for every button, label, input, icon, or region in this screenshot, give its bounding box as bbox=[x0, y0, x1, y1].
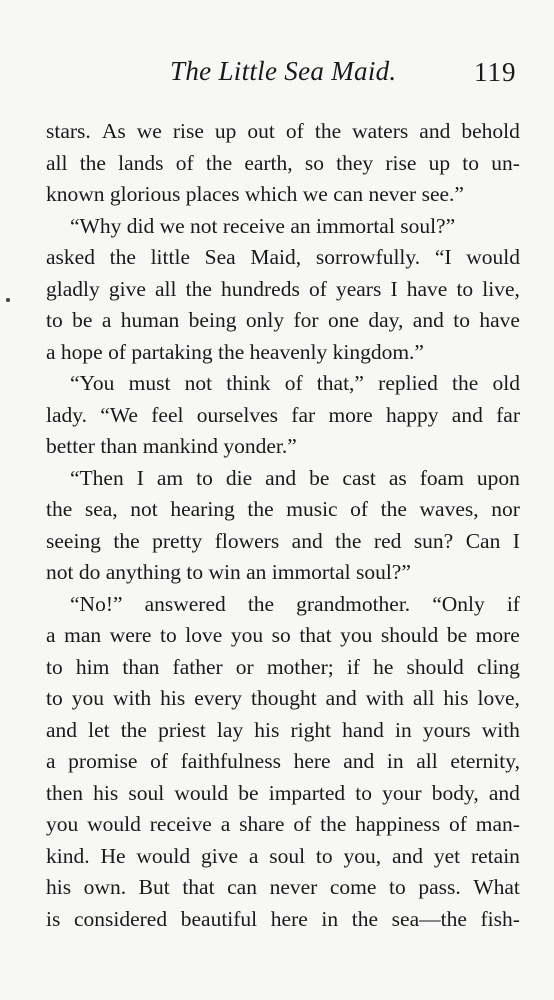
text-line bbox=[46, 400, 520, 432]
word: his bbox=[46, 875, 72, 899]
word: think bbox=[226, 371, 271, 395]
word: can bbox=[333, 182, 369, 206]
word: for bbox=[293, 308, 319, 332]
word: being bbox=[188, 308, 237, 332]
word: every bbox=[194, 686, 242, 710]
word: and bbox=[419, 119, 451, 143]
word: the bbox=[335, 528, 362, 553]
word: all bbox=[46, 150, 68, 175]
word: which bbox=[244, 182, 303, 206]
word: considered bbox=[73, 906, 168, 931]
word: be bbox=[446, 623, 468, 647]
word: live, bbox=[482, 276, 520, 301]
word: far bbox=[496, 402, 520, 427]
word: grandmother. bbox=[296, 591, 411, 616]
word: heavenly bbox=[249, 339, 333, 364]
word: the bbox=[185, 276, 212, 301]
word: more bbox=[328, 402, 373, 427]
word: asked bbox=[46, 245, 95, 269]
word: should bbox=[380, 623, 439, 647]
text-line bbox=[46, 148, 520, 180]
word: hand bbox=[342, 717, 384, 742]
word: his bbox=[160, 686, 186, 710]
word: of bbox=[150, 749, 168, 773]
word: the bbox=[205, 150, 233, 175]
word: sun? bbox=[413, 528, 454, 553]
word: hope bbox=[60, 339, 109, 364]
word: immortal bbox=[316, 213, 401, 238]
word: yonder.” bbox=[223, 434, 297, 458]
word: all bbox=[416, 749, 438, 773]
word: to bbox=[186, 560, 209, 584]
word: nor bbox=[491, 497, 520, 521]
word: partaking bbox=[131, 339, 218, 364]
word: mankind bbox=[142, 434, 224, 458]
word: die bbox=[225, 465, 253, 490]
word: retain bbox=[470, 843, 520, 868]
word: one bbox=[327, 308, 359, 332]
word: He bbox=[100, 843, 126, 868]
word: have bbox=[406, 276, 448, 301]
word: the bbox=[79, 150, 106, 175]
word: “No!” bbox=[70, 591, 123, 616]
word: give bbox=[108, 276, 146, 301]
word: never bbox=[269, 875, 318, 899]
word: you bbox=[230, 623, 264, 647]
word: Can bbox=[465, 528, 501, 553]
word: a bbox=[220, 812, 231, 836]
word: an bbox=[246, 560, 272, 584]
word: a bbox=[46, 339, 61, 364]
word: But bbox=[138, 875, 170, 899]
word: the bbox=[109, 245, 136, 269]
word: with bbox=[481, 717, 520, 742]
word: all bbox=[412, 686, 435, 710]
word: I bbox=[390, 276, 398, 301]
word: and bbox=[46, 717, 78, 742]
word: “We bbox=[100, 402, 138, 427]
word: they bbox=[336, 150, 374, 175]
word: to bbox=[46, 654, 63, 679]
word: waters bbox=[352, 119, 409, 143]
word: to bbox=[46, 308, 63, 332]
word: would bbox=[466, 245, 520, 269]
word: is bbox=[46, 906, 61, 931]
word: to bbox=[355, 780, 373, 805]
word: we bbox=[159, 213, 191, 238]
word: as bbox=[388, 465, 407, 490]
word: thought bbox=[250, 686, 317, 710]
body-text bbox=[46, 116, 520, 935]
word: rise bbox=[385, 150, 417, 175]
word: the bbox=[351, 906, 379, 931]
word: not bbox=[190, 213, 223, 238]
word: and bbox=[412, 308, 444, 332]
word: or bbox=[235, 654, 254, 679]
word: that bbox=[299, 623, 332, 647]
text-line bbox=[46, 557, 520, 589]
word: he bbox=[373, 654, 394, 679]
word: up bbox=[214, 119, 237, 143]
word: pretty bbox=[152, 528, 203, 553]
word: sorrowfully. bbox=[315, 245, 421, 269]
word: of bbox=[308, 276, 327, 301]
word: a bbox=[248, 843, 259, 868]
word: with bbox=[112, 686, 152, 710]
running-title: The Little Sea Maid. bbox=[170, 56, 397, 86]
word: happy bbox=[385, 402, 439, 427]
word: priest bbox=[158, 717, 206, 742]
word: an bbox=[290, 213, 316, 238]
word: lady. bbox=[46, 402, 87, 427]
word: to bbox=[389, 875, 406, 899]
word: of bbox=[108, 339, 132, 364]
word: eternity, bbox=[450, 749, 520, 773]
word: Sea bbox=[204, 245, 236, 269]
word: faithfulness bbox=[180, 749, 281, 773]
word: soul bbox=[269, 843, 306, 868]
margin-speck bbox=[6, 298, 10, 302]
text-line bbox=[46, 463, 520, 495]
word: his bbox=[443, 686, 469, 710]
word: foam bbox=[419, 465, 464, 490]
word: of bbox=[293, 812, 312, 836]
word: better bbox=[46, 434, 101, 458]
word: of bbox=[448, 812, 467, 836]
word: a bbox=[46, 749, 56, 773]
word: we bbox=[302, 182, 334, 206]
word: What bbox=[473, 875, 520, 899]
word: “Only bbox=[432, 591, 485, 616]
word: do bbox=[78, 560, 106, 584]
word: Maid, bbox=[250, 245, 302, 269]
word: “Then bbox=[70, 465, 124, 490]
word: imparted bbox=[268, 780, 346, 805]
word: I bbox=[512, 528, 520, 553]
word: the bbox=[247, 591, 275, 616]
text-line bbox=[46, 683, 520, 715]
word: soul bbox=[128, 780, 165, 805]
word: known bbox=[46, 182, 110, 206]
word: that,” bbox=[316, 371, 364, 395]
word: be bbox=[72, 308, 93, 332]
text-line bbox=[46, 841, 520, 873]
word: not bbox=[46, 560, 79, 584]
word: un- bbox=[491, 150, 520, 175]
text-line bbox=[46, 778, 520, 810]
page-number: 119 bbox=[474, 57, 517, 87]
word: father bbox=[172, 654, 223, 679]
word: not bbox=[130, 497, 158, 521]
word: him bbox=[75, 654, 110, 679]
word: fish- bbox=[480, 906, 520, 931]
word: would bbox=[87, 812, 141, 836]
word: to bbox=[462, 150, 480, 175]
text-line bbox=[46, 809, 520, 841]
word: then bbox=[46, 780, 84, 805]
word: am bbox=[156, 465, 184, 490]
text-line bbox=[46, 620, 520, 652]
word: than bbox=[122, 654, 160, 679]
word: immortal bbox=[271, 560, 356, 584]
word: pass. bbox=[418, 875, 461, 899]
text-line bbox=[46, 305, 520, 337]
word: let bbox=[88, 717, 110, 742]
text-line bbox=[46, 431, 520, 463]
word: would bbox=[174, 780, 229, 805]
word: up bbox=[428, 150, 451, 175]
word: and bbox=[451, 402, 483, 427]
text-line bbox=[46, 368, 520, 400]
word: to bbox=[315, 843, 333, 868]
text-line bbox=[46, 872, 520, 904]
word: did bbox=[126, 213, 160, 238]
word: feel bbox=[151, 402, 184, 427]
word: own. bbox=[83, 875, 127, 899]
word: must bbox=[128, 371, 171, 395]
word: hundreds bbox=[221, 276, 300, 301]
word: old bbox=[492, 371, 520, 395]
text-line bbox=[46, 904, 520, 936]
text-line bbox=[46, 116, 520, 148]
word: here bbox=[270, 906, 308, 931]
word: come bbox=[329, 875, 377, 899]
word: seeing bbox=[46, 528, 101, 553]
word: hearing bbox=[170, 497, 235, 521]
word: the bbox=[380, 497, 407, 521]
word: receive bbox=[149, 812, 212, 836]
word: if bbox=[346, 654, 360, 679]
word: promise bbox=[68, 749, 138, 773]
word: be bbox=[309, 465, 330, 490]
word: “I bbox=[434, 245, 452, 269]
word: in bbox=[321, 906, 339, 931]
word: red bbox=[373, 528, 402, 553]
word: stars. bbox=[46, 119, 91, 143]
word: places bbox=[185, 182, 245, 206]
word: upon bbox=[476, 465, 520, 490]
word: to bbox=[453, 308, 470, 332]
word: ourselves bbox=[196, 402, 278, 427]
word: you bbox=[340, 623, 373, 647]
word: that bbox=[182, 875, 215, 899]
word: to bbox=[456, 276, 474, 301]
word: and bbox=[343, 749, 375, 773]
word: so bbox=[304, 150, 324, 175]
word: to bbox=[196, 465, 213, 490]
word: we bbox=[136, 119, 162, 143]
text-line bbox=[46, 211, 520, 243]
word: of bbox=[175, 150, 194, 175]
word: to bbox=[46, 686, 63, 710]
word: of bbox=[350, 497, 369, 521]
word: behold bbox=[461, 119, 520, 143]
word: lands bbox=[118, 150, 164, 175]
word: if bbox=[506, 591, 520, 616]
text-line bbox=[46, 494, 520, 526]
word: were bbox=[109, 623, 152, 647]
word: you bbox=[46, 812, 79, 836]
word: the bbox=[452, 371, 479, 395]
word: anything bbox=[105, 560, 187, 584]
word: man bbox=[64, 623, 102, 647]
text-line bbox=[46, 179, 520, 211]
word: mother; bbox=[266, 654, 334, 679]
word: here bbox=[293, 749, 331, 773]
word: kind. bbox=[46, 843, 90, 868]
word: only bbox=[245, 308, 285, 332]
word: the bbox=[314, 119, 342, 143]
word: give bbox=[200, 843, 238, 868]
word: should bbox=[406, 654, 464, 679]
word: “Why bbox=[70, 213, 127, 238]
word: can bbox=[227, 875, 257, 899]
word: more bbox=[475, 623, 520, 647]
word: all bbox=[155, 276, 177, 301]
word: see.” bbox=[421, 182, 464, 206]
word: kingdom.” bbox=[332, 339, 424, 364]
word: the bbox=[120, 717, 147, 742]
word: of bbox=[284, 371, 303, 395]
word: and bbox=[488, 780, 520, 805]
word: not bbox=[184, 371, 213, 395]
word: I bbox=[136, 465, 144, 490]
word: right bbox=[290, 717, 332, 742]
word: replied bbox=[378, 371, 438, 395]
word: day, bbox=[368, 308, 404, 332]
word: As bbox=[101, 119, 126, 143]
word: love, bbox=[477, 686, 520, 710]
word: receive bbox=[222, 213, 291, 238]
word: gladly bbox=[46, 276, 100, 301]
text-line bbox=[46, 526, 520, 558]
word: human bbox=[120, 308, 180, 332]
word: share bbox=[239, 812, 285, 836]
word: in bbox=[395, 717, 412, 742]
word: and bbox=[325, 686, 357, 710]
word: a bbox=[101, 308, 112, 332]
word: soul?” bbox=[355, 560, 411, 584]
text-line bbox=[46, 242, 520, 274]
word: love bbox=[185, 623, 223, 647]
word: the bbox=[46, 497, 73, 521]
word: man- bbox=[475, 812, 520, 836]
text-line bbox=[46, 715, 520, 747]
word: never bbox=[368, 182, 422, 206]
word: music bbox=[286, 497, 338, 521]
word: and bbox=[391, 843, 424, 868]
word: rise bbox=[172, 119, 204, 143]
word: the bbox=[217, 339, 250, 364]
word: the bbox=[247, 497, 274, 521]
word: a bbox=[46, 623, 56, 647]
word: than bbox=[100, 434, 143, 458]
word: waves, bbox=[419, 497, 479, 521]
text-line bbox=[46, 337, 520, 369]
word: in bbox=[386, 749, 404, 773]
word: the bbox=[113, 528, 140, 553]
word: cast bbox=[342, 465, 376, 490]
word: would bbox=[136, 843, 191, 868]
word: soul?” bbox=[400, 213, 456, 238]
word: win bbox=[208, 560, 247, 584]
word: little bbox=[150, 245, 190, 269]
word: his bbox=[254, 717, 280, 742]
word: have bbox=[479, 308, 520, 332]
word: so bbox=[271, 623, 291, 647]
word: of bbox=[285, 119, 304, 143]
word: sea—the bbox=[391, 906, 467, 931]
page-header bbox=[0, 56, 554, 96]
word: flowers bbox=[214, 528, 280, 553]
word: your bbox=[382, 780, 422, 805]
word: answered bbox=[144, 591, 226, 616]
word: you bbox=[71, 686, 104, 710]
word: you, bbox=[343, 843, 382, 868]
word: lay bbox=[216, 717, 244, 742]
word: his bbox=[93, 780, 119, 805]
word: sea, bbox=[84, 497, 118, 521]
word: with bbox=[365, 686, 404, 710]
word: and bbox=[265, 465, 297, 490]
word: the bbox=[320, 812, 347, 836]
word: yours bbox=[422, 717, 471, 742]
word: yet bbox=[433, 843, 461, 868]
word: far bbox=[291, 402, 316, 427]
word: body, bbox=[431, 780, 479, 805]
text-line bbox=[46, 274, 520, 306]
word: out bbox=[247, 119, 275, 143]
word: years bbox=[335, 276, 382, 301]
word: glorious bbox=[109, 182, 186, 206]
word: beautiful bbox=[180, 906, 258, 931]
word: “You bbox=[70, 371, 115, 395]
text-line bbox=[46, 746, 520, 778]
word: cling bbox=[476, 654, 520, 679]
word: to bbox=[160, 623, 177, 647]
word: earth, bbox=[244, 150, 293, 175]
word: and bbox=[291, 528, 323, 553]
text-line bbox=[46, 589, 520, 621]
word: happiness bbox=[355, 812, 441, 836]
text-line bbox=[46, 652, 520, 684]
word: be bbox=[238, 780, 259, 805]
